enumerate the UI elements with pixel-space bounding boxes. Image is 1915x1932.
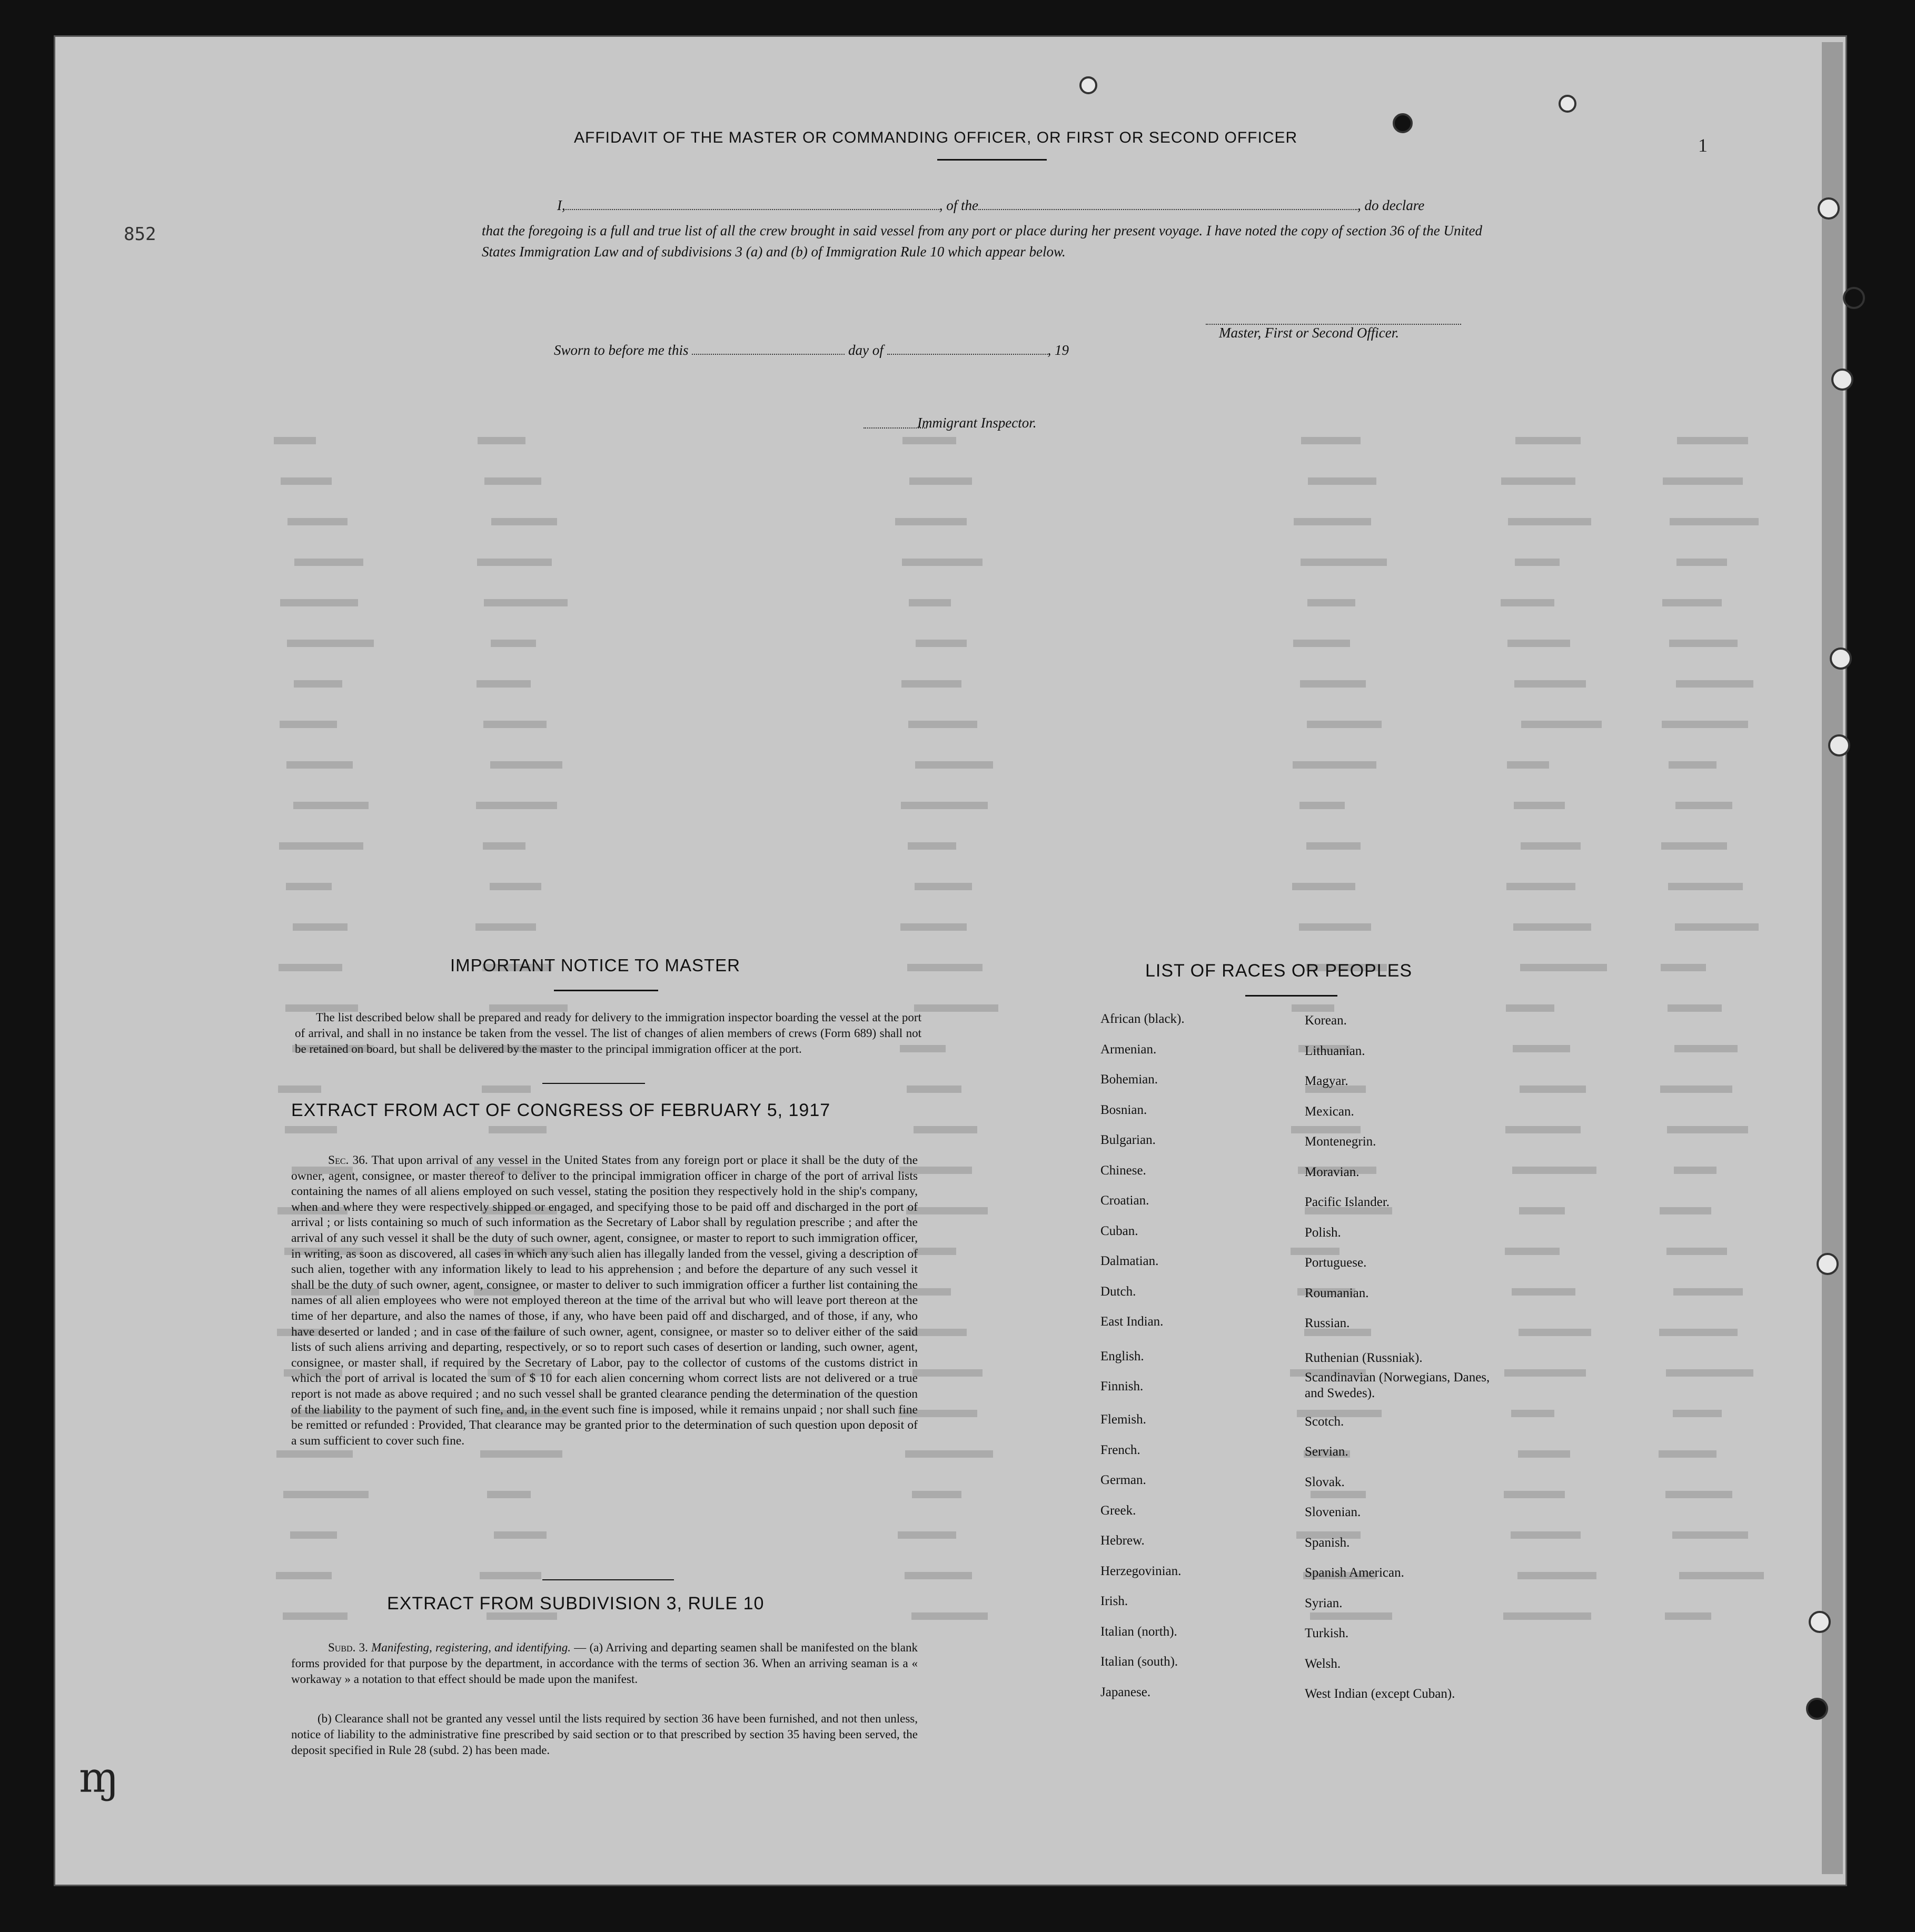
binder-hole-icon [1828, 734, 1850, 756]
sworn-prefix: Sworn to before me this [554, 342, 689, 358]
name-field[interactable] [565, 196, 939, 210]
day-of-label: day of [848, 342, 884, 358]
extract-rule-title: EXTRACT FROM SUBDIVISION 3, RULE 10 [387, 1594, 765, 1614]
race-item: East Indian. [1100, 1314, 1164, 1329]
inspector-label: Immigrant Inspector. [917, 415, 1037, 431]
race-item: Spanish. [1305, 1535, 1350, 1550]
affidavit-body: that the foregoing is a full and true list of all the crew brought in said vessel from any port or place during her present voyage. I have noted the copy of section 36 of the United States Immigration Law and of subdivisions 3 (a) and (b) of Immigration Rule 10 which appear below. [482, 223, 1482, 260]
subd-label: Subd. 3. [328, 1641, 368, 1654]
race-item: Scotch. [1305, 1414, 1344, 1429]
punch-hole-icon [1559, 95, 1576, 113]
page-edge [1822, 42, 1843, 1874]
race-item: West Indian (except Cuban). [1305, 1687, 1455, 1701]
race-item: Herzegovinian. [1100, 1563, 1182, 1578]
notice-divider [542, 1083, 645, 1084]
document-page [55, 37, 1845, 1885]
race-item: Croatian. [1100, 1193, 1149, 1208]
race-item: Portuguese. [1305, 1256, 1367, 1270]
binder-hole-icon [1843, 287, 1865, 309]
race-item: Irish. [1100, 1594, 1128, 1608]
race-item: Flemish. [1100, 1412, 1146, 1427]
binder-hole-icon [1817, 1253, 1839, 1275]
race-item: Slovenian. [1305, 1505, 1361, 1519]
do-declare-label: , do declare [1357, 197, 1425, 213]
subd-para-a: — (a) Arriving and departing seamen shall be manifested on the blank forms provided for that purpose by the department, in accordance with the terms of section 36. When an arriving seaman is a « workaway » a notation to that effect should be made upon the manifest. [291, 1641, 918, 1686]
race-item: Magyar. [1305, 1074, 1348, 1088]
races-left-list [1100, 1012, 1185, 1715]
race-item: Chinese. [1100, 1163, 1146, 1178]
section-label: Sec. 36. [328, 1153, 368, 1167]
binder-hole-icon [1806, 1698, 1828, 1720]
race-item: Greek. [1100, 1503, 1136, 1518]
page-number: 1 [1698, 135, 1708, 156]
subd-heading: Manifesting, registering, and identifying. [371, 1641, 571, 1654]
sworn-month-field[interactable] [887, 341, 1048, 355]
extract-rule-para-b: (b) Clearance shall not be granted any vessel until the lists required by section 36 have been furnished, and not then unless, notice of liability to the administrative fine prescribed by said section or to that prescribed by section 35 having been served, the deposit specified in Rule 28 (subd. 2) has been made. [291, 1712, 918, 1757]
declaration-line [557, 195, 1424, 216]
section-text: That upon arrival of any vessel in the United States from any foreign port or place it shall be the duty of the owner, agent, consignee, or master thereof to deliver to the principal immigration officer in charge of the port of arrival lists containing the names of all aliens employed on such vessel, stating the position they respectively hold in the ship's company, when and where they were respectively shipped or engaged, and specifying those to be paid off and discharged in the port of arrival ; or lists containing so much of such information as the Secretary of Labor shall by regulation prescribe ; and after the arrival of any such vessel it shall be the duty of such owner, agent, consignee, or master to report to such immigration officer, in writing, as soon as discovered, all cases in which any such alien has illegally landed from the vessel, giving a description of such alien, together with any information likely to lead to his apprehension ; and before the departure of any such vessel it shall be the duty of such owner, agent, consignee, or master to deliver to such immigration officer a further list containing the names of all alien employees who were not employed thereon at the time of the arrival but who will leave port thereon at the time of her departure, and also the names of those, if any, who have been paid off and discharged, and of those, if any, who have deserted or landed ; and in case of the failure of such owner, agent, consignee, or master so to deliver either of the said lists of such aliens arriving and departing, respectively, or so to report such cases of desertion or landing, such owner, agent, consignee, or master shall, if required by the Secretary of Labor, pay to the collector of customs of the customs district in which the port of arrival is located the sum of $ 10 for each alien concerning whom correct lists are not delivered or a true report is not made as above required ; and no such vessel shall be granted clearance pending the determination of the question of the liability to the payment of such fine, and, in the event such fine is imposed, while it remains unpaid ; nor shall such fine be remitted or refunded : Provided, That clearance may be granted prior to the determination of such question upon deposit of a sum sufficient to cover such fine. [291, 1153, 918, 1448]
binder-hole-icon [1830, 648, 1852, 670]
race-item: Lithuanian. [1305, 1043, 1365, 1058]
race-item: Slovak. [1305, 1475, 1345, 1489]
title-rule [937, 159, 1047, 161]
signature-label: Master, First or Second Officer. [1219, 325, 1399, 341]
race-item: Finnish. [1100, 1379, 1144, 1393]
race-item: Roumanian. [1305, 1286, 1369, 1300]
extract-rule-para-a [291, 1640, 918, 1687]
race-item: English. [1100, 1349, 1144, 1363]
race-item: Pacific Islander. [1305, 1195, 1390, 1209]
race-item: Syrian. [1305, 1596, 1343, 1610]
race-item: Moravian. [1305, 1164, 1360, 1179]
binder-hole-icon [1809, 1611, 1831, 1633]
vessel-field[interactable] [978, 196, 1357, 210]
race-item: Armenian. [1100, 1042, 1157, 1057]
binder-hole-icon [1831, 369, 1853, 391]
races-right-list [1305, 1013, 1505, 1717]
race-item: Scandinavian (Norwegians, Danes, and Swedes). [1305, 1370, 1490, 1400]
race-item: Polish. [1305, 1225, 1341, 1240]
race-item: Bohemian. [1100, 1072, 1158, 1087]
binder-hole-icon [1818, 197, 1840, 220]
race-item: Bulgarian. [1100, 1133, 1156, 1147]
race-item: Dalmatian. [1100, 1254, 1159, 1268]
notice-rule [554, 990, 658, 991]
race-item: Mexican. [1305, 1104, 1354, 1119]
race-item: Montenegrin. [1305, 1134, 1376, 1149]
punch-hole-icon [1079, 76, 1097, 94]
affidavit-title: AFFIDAVIT OF THE MASTER OR COMMANDING OFFICER, OR FIRST OR SECOND OFFICER [574, 129, 1298, 146]
race-item: Hebrew. [1100, 1533, 1145, 1548]
sworn-line [554, 340, 1069, 361]
race-item: Turkish. [1305, 1626, 1349, 1640]
race-item: Spanish American. [1305, 1566, 1404, 1580]
punch-hole-icon [1393, 113, 1413, 133]
race-item: Dutch. [1100, 1284, 1136, 1299]
race-item: Russian. [1305, 1316, 1350, 1330]
races-title: LIST OF RACES OR PEOPLES [1145, 961, 1413, 981]
race-item: Bosnian. [1100, 1102, 1147, 1117]
year-prefix: , 19 [1047, 342, 1069, 358]
race-item: Welsh. [1305, 1656, 1341, 1671]
extract-act-text [291, 1153, 918, 1449]
race-item: African (black). [1100, 1012, 1185, 1026]
race-item: Italian (north). [1100, 1624, 1177, 1639]
extract-divider [542, 1579, 674, 1580]
extract-act-title: EXTRACT FROM ACT OF CONGRESS OF FEBRUARY 5, 1917 [291, 1100, 831, 1120]
race-item: German. [1100, 1473, 1146, 1487]
race-item: Servian. [1305, 1445, 1348, 1459]
declaration-start: I, [557, 197, 565, 213]
race-item: French. [1100, 1442, 1140, 1457]
margin-number: 852 [124, 224, 156, 245]
race-item: Cuban. [1100, 1223, 1138, 1238]
race-item: Korean. [1305, 1013, 1347, 1028]
race-item: Italian (south). [1100, 1655, 1178, 1669]
handwritten-mark-icon: ɱ [79, 1753, 119, 1802]
race-item: Ruthenian (Russniak). [1305, 1350, 1423, 1365]
of-the-label: , of the [939, 197, 978, 213]
notice-title: IMPORTANT NOTICE TO MASTER [450, 955, 741, 975]
sworn-day-field[interactable] [692, 341, 845, 355]
race-item: Japanese. [1100, 1685, 1151, 1699]
races-rule [1245, 995, 1337, 997]
notice-text: The list described below shall be prepared and ready for delivery to the immigration inspector boarding the vessel at the port of arrival, and shall in no instance be taken from the vessel. The list of changes of alien members of crews (Form 689) shall not be retained on board, but shall be delivered by the master to the principal immigration officer at the port. [295, 1011, 921, 1055]
